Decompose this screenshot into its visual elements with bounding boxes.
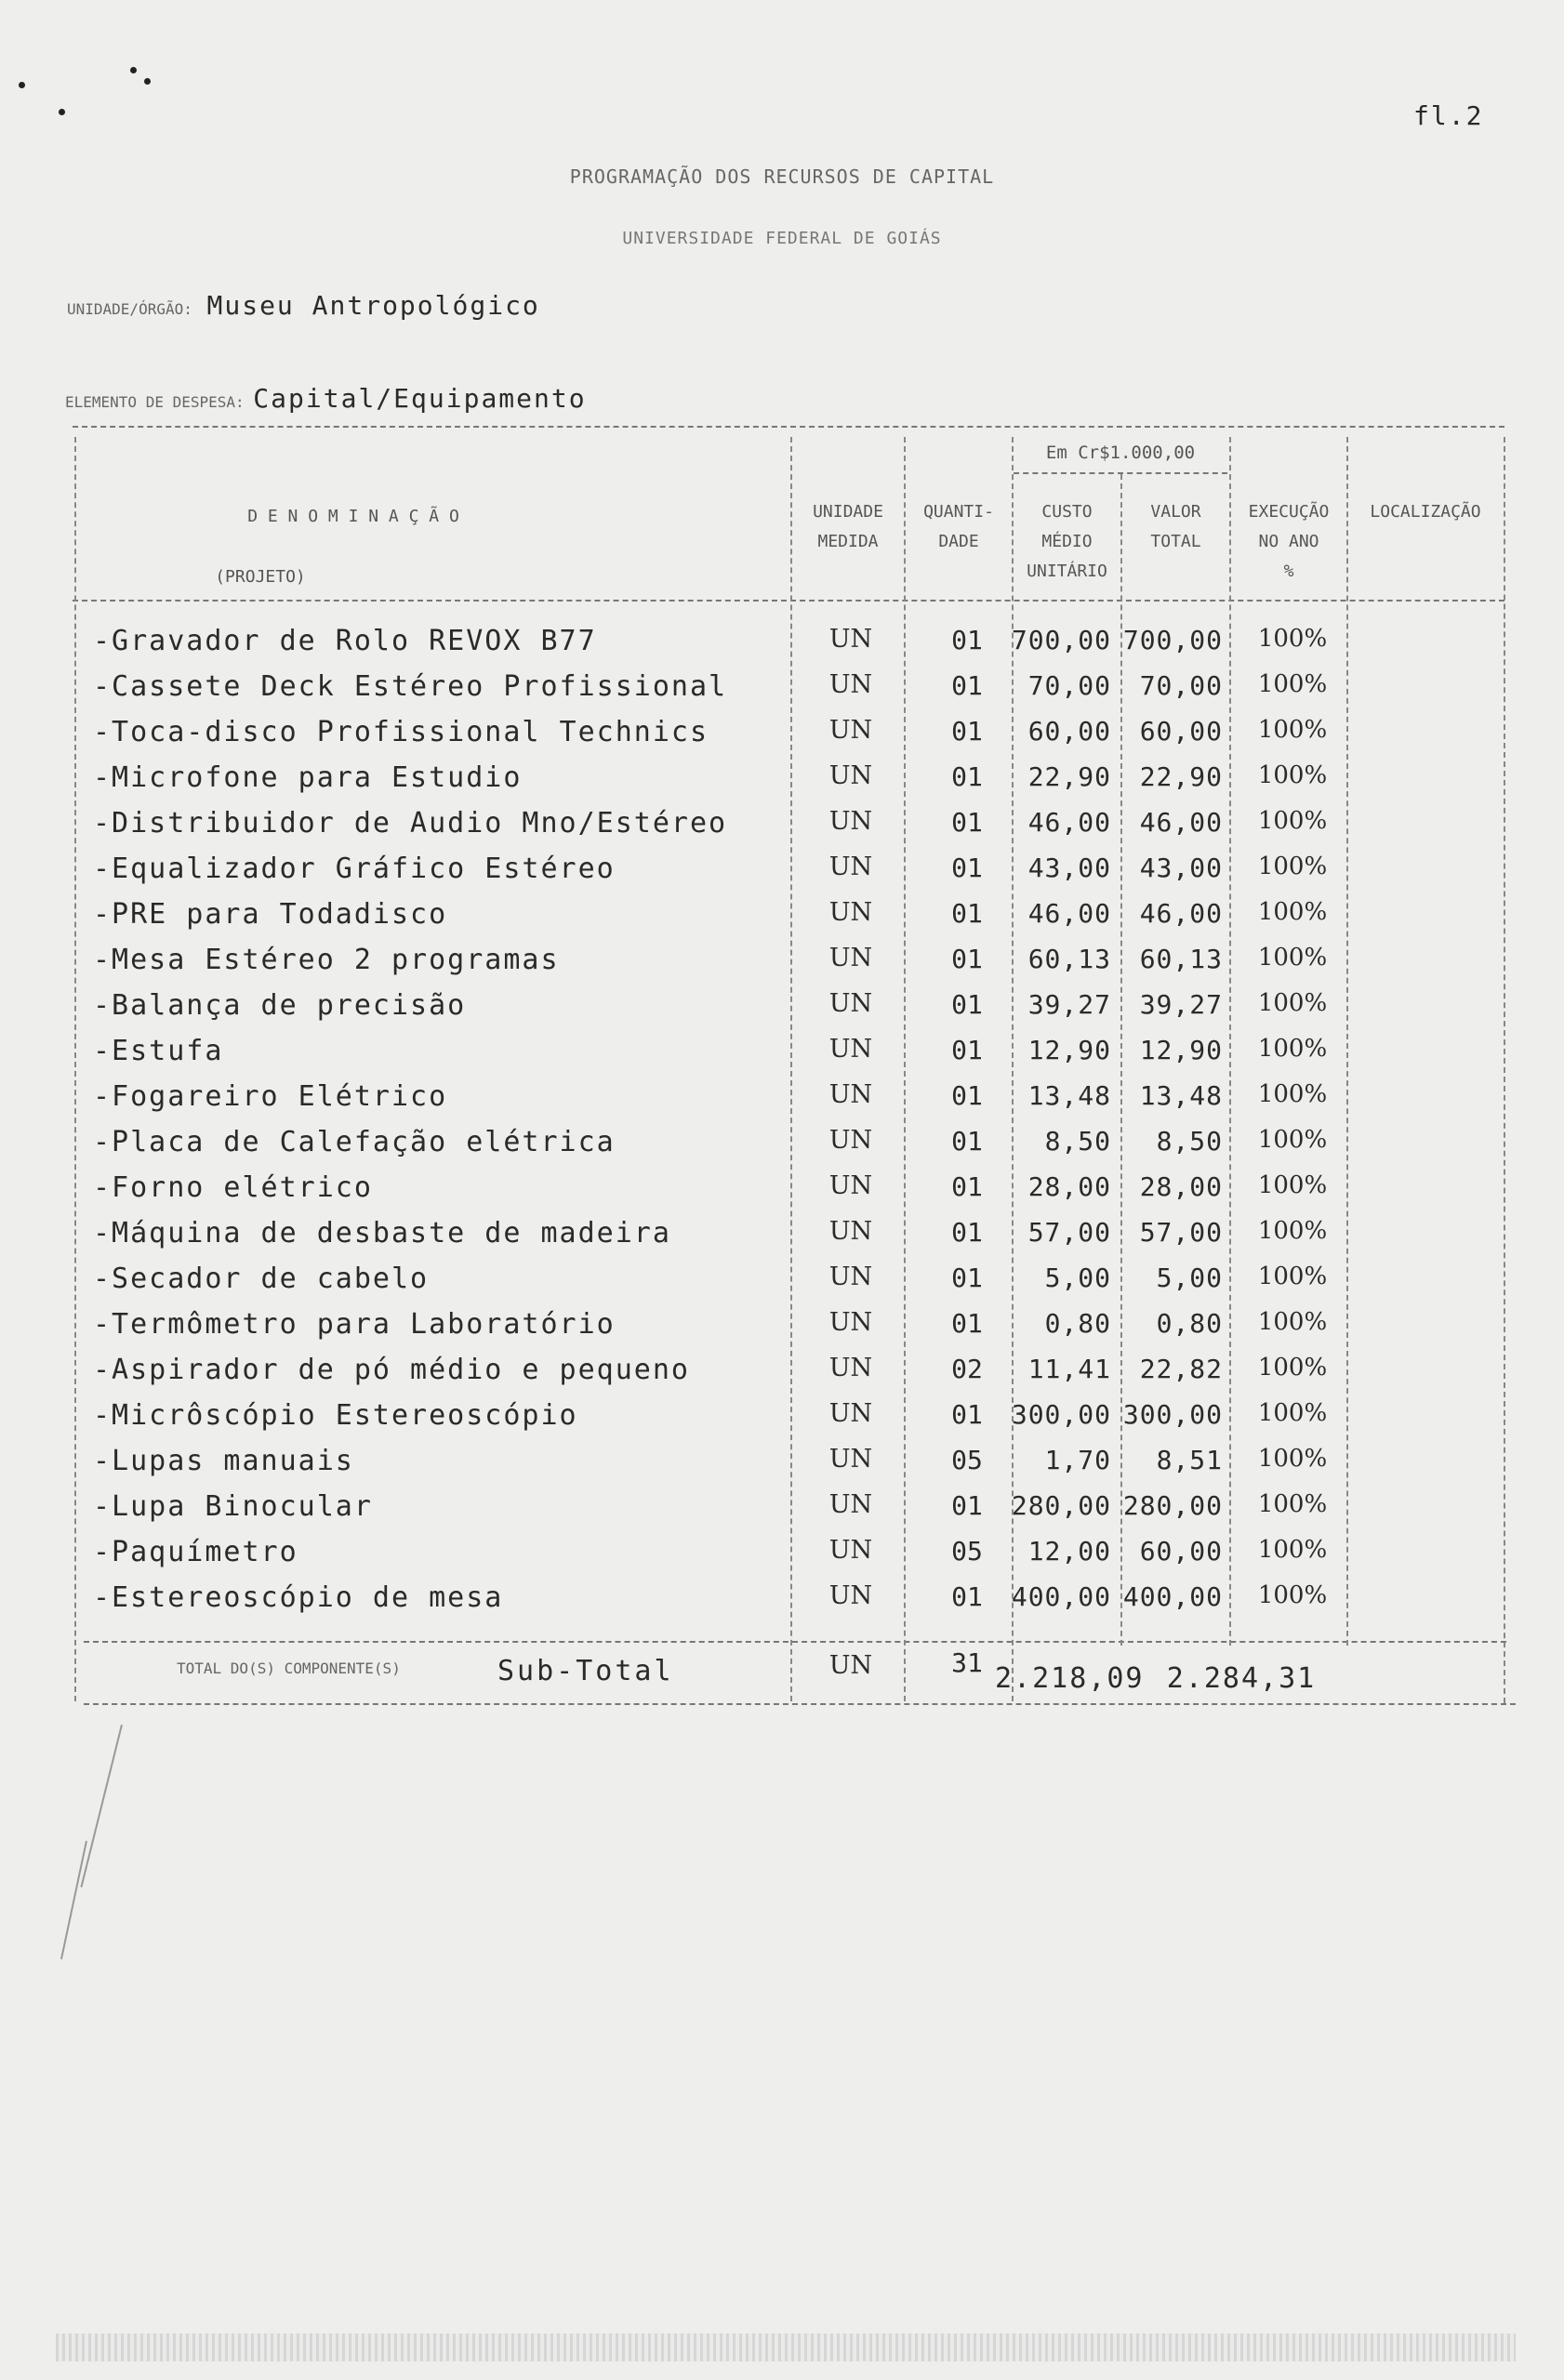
item-qty: 01	[951, 989, 983, 1020]
table-row	[93, 1483, 1348, 1528]
unit-label: UNIDADE/ÓRGÃO:	[67, 300, 192, 318]
item-unit-cost: 60,13	[1027, 944, 1111, 974]
unit-value: Museu Antropológico	[206, 290, 540, 321]
table-right-border	[1504, 437, 1505, 1703]
item-qty: 01	[951, 1308, 983, 1339]
item-execution: 100%	[1257, 625, 1328, 653]
item-qty: 01	[951, 716, 983, 747]
item-execution: 100%	[1257, 944, 1328, 972]
item-name: -Lupa Binocular	[93, 1490, 373, 1523]
total-value: 2.284,31	[1166, 1662, 1317, 1695]
item-name: -Aspirador de pó médio e pequeno	[93, 1354, 690, 1386]
item-qty: 01	[951, 944, 983, 974]
item-unit: UN	[828, 1263, 873, 1291]
table-row	[93, 1528, 1348, 1574]
item-name: -PRE para Todadisco	[93, 898, 448, 931]
item-execution: 100%	[1257, 1490, 1328, 1518]
header-bottom-border	[73, 600, 1504, 602]
item-qty: 05	[951, 1536, 983, 1567]
item-execution: 100%	[1257, 1581, 1328, 1609]
item-total: 60,13	[1139, 944, 1223, 974]
header-unit-line1: UNIDADE	[813, 502, 883, 522]
item-unit-cost: 5,00	[1044, 1263, 1111, 1293]
item-unit-cost: 28,00	[1027, 1171, 1111, 1202]
scan-speck	[19, 82, 25, 88]
item-qty: 01	[951, 853, 983, 883]
header-denomination: D E N O M I N A Ç Ã O	[247, 507, 459, 526]
item-name: -Microfone para Estudio	[93, 761, 523, 794]
document-title: PROGRAMAÇÃO DOS RECURSOS DE CAPITAL	[569, 165, 995, 188]
item-total: 13,48	[1139, 1080, 1223, 1111]
item-execution: 100%	[1257, 1171, 1328, 1199]
item-unit-cost: 57,00	[1027, 1217, 1111, 1248]
item-execution: 100%	[1257, 1354, 1328, 1382]
table-row	[93, 982, 1348, 1027]
item-unit-cost: 43,00	[1027, 853, 1111, 883]
item-qty: 01	[951, 670, 983, 701]
item-name: -Toca-disco Profissional Technics	[93, 716, 709, 748]
header-quantity-line2: DADE	[938, 532, 979, 551]
header-currency-group: Em Cr$1.000,00	[1045, 443, 1196, 463]
item-unit-cost: 12,00	[1027, 1536, 1111, 1567]
header-unit-line2: MEDIDA	[817, 532, 879, 551]
item-unit: UN	[828, 625, 873, 654]
table-row	[93, 845, 1348, 891]
item-unit-cost: 8,50	[1044, 1126, 1111, 1157]
item-unit: UN	[828, 1171, 873, 1200]
item-unit-cost: 400,00	[1011, 1581, 1111, 1612]
total-unit-cost: 2.218,09	[995, 1662, 1145, 1695]
header-project: (PROJETO)	[215, 567, 306, 587]
item-total: 8,51	[1156, 1445, 1223, 1475]
item-unit-cost: 300,00	[1011, 1399, 1111, 1430]
item-name: -Forno elétrico	[93, 1171, 373, 1204]
subtotal-label: Sub-Total	[497, 1655, 674, 1687]
table-row	[93, 617, 1348, 663]
item-total: 60,00	[1139, 716, 1223, 747]
item-execution: 100%	[1257, 1263, 1328, 1290]
total-components-label: TOTAL DO(S) COMPONENTE(S)	[177, 1659, 401, 1677]
item-qty: 02	[951, 1354, 983, 1384]
item-total: 43,00	[1139, 853, 1223, 883]
total-quantity: 31	[951, 1647, 983, 1678]
items-table	[93, 617, 1348, 1620]
item-name: -Placa de Calefação elétrica	[93, 1126, 616, 1158]
table-row	[93, 754, 1348, 800]
item-name: -Estufa	[93, 1035, 224, 1067]
item-total: 22,90	[1139, 761, 1223, 792]
item-name: -Máquina de desbaste de madeira	[93, 1217, 671, 1250]
item-total: 8,50	[1156, 1126, 1223, 1157]
item-unit: UN	[828, 898, 873, 927]
item-qty: 01	[951, 807, 983, 838]
table-row	[93, 1437, 1348, 1483]
item-unit: UN	[828, 761, 873, 790]
item-unit: UN	[828, 1581, 873, 1610]
item-qty: 01	[951, 1126, 983, 1157]
table-row	[93, 1574, 1348, 1620]
scan-speck	[59, 109, 65, 115]
item-name: -Balança de precisão	[93, 989, 467, 1022]
item-execution: 100%	[1257, 1080, 1328, 1108]
item-total: 60,00	[1139, 1536, 1223, 1567]
item-qty: 01	[951, 1399, 983, 1430]
item-execution: 100%	[1257, 807, 1328, 835]
item-total: 12,90	[1139, 1035, 1223, 1065]
header-unit-cost-line3: UNITÁRIO	[1027, 562, 1107, 581]
header-execution-line2: NO ANO	[1258, 532, 1319, 551]
item-execution: 100%	[1257, 898, 1328, 926]
item-qty: 01	[951, 1035, 983, 1065]
table-row	[93, 1346, 1348, 1392]
item-qty: 01	[951, 1080, 983, 1111]
table-row	[93, 1164, 1348, 1210]
item-name: -Mesa Estéreo 2 programas	[93, 944, 560, 976]
item-name: -Gravador de Rolo REVOX B77	[93, 625, 597, 657]
table-row	[93, 1027, 1348, 1073]
header-execution-line1: EXECUÇÃO	[1248, 502, 1330, 522]
item-total: 22,82	[1139, 1354, 1223, 1384]
item-unit-cost: 46,00	[1027, 807, 1111, 838]
item-unit-cost: 13,48	[1027, 1080, 1111, 1111]
item-unit-cost: 280,00	[1011, 1490, 1111, 1521]
item-unit-cost: 60,00	[1027, 716, 1111, 747]
header-total-value-line1: VALOR	[1150, 502, 1201, 522]
expense-element-label: ELEMENTO DE DESPESA:	[65, 393, 245, 411]
item-unit-cost: 70,00	[1027, 670, 1111, 701]
item-unit: UN	[828, 989, 873, 1018]
table-row	[93, 708, 1348, 754]
item-unit: UN	[828, 1080, 873, 1109]
item-total: 57,00	[1139, 1217, 1223, 1248]
header-unit-cost-line2: MÉDIO	[1041, 532, 1093, 551]
item-unit-cost: 11,41	[1027, 1354, 1111, 1384]
totals-top-border	[84, 1641, 1506, 1643]
item-execution: 100%	[1257, 1126, 1328, 1154]
item-total: 46,00	[1139, 898, 1223, 929]
item-execution: 100%	[1257, 1399, 1328, 1427]
item-unit: UN	[828, 1308, 873, 1337]
table-row	[93, 1210, 1348, 1255]
folio-number: fl.2	[1413, 100, 1484, 131]
item-execution: 100%	[1257, 989, 1328, 1017]
item-total: 5,00	[1156, 1263, 1223, 1293]
item-name: -Micrôscópio Estereoscópio	[93, 1399, 578, 1432]
scan-scratch	[60, 1841, 87, 1960]
item-execution: 100%	[1257, 853, 1328, 880]
item-unit-cost: 22,90	[1027, 761, 1111, 792]
table-row	[93, 891, 1348, 936]
item-unit: UN	[828, 1126, 873, 1155]
item-name: -Termômetro para Laboratório	[93, 1308, 616, 1341]
table-row	[93, 1073, 1348, 1118]
item-unit: UN	[828, 1354, 873, 1382]
header-execution	[1231, 497, 1346, 587]
item-name: -Cassete Deck Estéreo Profissional	[93, 670, 728, 703]
table-left-border	[74, 437, 76, 1701]
scan-speck	[130, 67, 137, 73]
item-unit: UN	[828, 1035, 873, 1064]
table-row	[93, 1118, 1348, 1164]
unit-field	[67, 290, 540, 321]
header-unit-cost	[1014, 497, 1120, 587]
header-unit-cost-line1: CUSTO	[1041, 502, 1093, 522]
item-unit: UN	[828, 853, 873, 881]
expense-element-field	[65, 383, 587, 414]
item-execution: 100%	[1257, 1308, 1328, 1336]
header-quantity-line1: QUANTI-	[923, 502, 994, 522]
item-total: 280,00	[1122, 1490, 1223, 1521]
item-unit: UN	[828, 1445, 873, 1474]
item-unit: UN	[828, 1490, 873, 1519]
item-execution: 100%	[1257, 1536, 1328, 1564]
header-total-value-line2: TOTAL	[1150, 532, 1201, 551]
item-qty: 01	[951, 1217, 983, 1248]
item-total: 0,80	[1156, 1308, 1223, 1339]
item-total: 39,27	[1139, 989, 1223, 1020]
table-row	[93, 1392, 1348, 1437]
item-name: -Estereoscópio de mesa	[93, 1581, 504, 1614]
item-total: 400,00	[1122, 1581, 1223, 1612]
item-qty: 01	[951, 761, 983, 792]
item-unit: UN	[828, 944, 873, 972]
item-unit-cost: 700,00	[1011, 625, 1111, 655]
header-execution-line3: %	[1283, 562, 1294, 581]
item-qty: 01	[951, 1490, 983, 1521]
item-name: -Fogareiro Elétrico	[93, 1080, 448, 1113]
item-unit-cost: 12,90	[1027, 1035, 1111, 1065]
table-row	[93, 1301, 1348, 1346]
scan-speck	[144, 78, 151, 85]
header-location: LOCALIZAÇÃO	[1370, 502, 1481, 522]
item-total: 28,00	[1139, 1171, 1223, 1202]
table-row	[93, 936, 1348, 982]
item-total: 700,00	[1122, 625, 1223, 655]
total-unit: UN	[828, 1651, 873, 1680]
header-quantity	[906, 497, 1012, 557]
item-unit-cost: 0,80	[1044, 1308, 1111, 1339]
item-execution: 100%	[1257, 1035, 1328, 1063]
table-row	[93, 1255, 1348, 1301]
item-name: -Lupas manuais	[93, 1445, 354, 1477]
scan-scratch	[80, 1725, 122, 1887]
item-qty: 01	[951, 1171, 983, 1202]
item-name: -Paquímetro	[93, 1536, 298, 1568]
header-unit	[792, 497, 904, 557]
item-unit-cost: 46,00	[1027, 898, 1111, 929]
item-execution: 100%	[1257, 1445, 1328, 1473]
item-unit-cost: 39,27	[1027, 989, 1111, 1020]
item-name: -Equalizador Gráfico Estéreo	[93, 853, 616, 885]
item-execution: 100%	[1257, 716, 1328, 744]
header-total-value	[1122, 497, 1229, 557]
item-execution: 100%	[1257, 1217, 1328, 1245]
table-top-border	[73, 426, 1504, 428]
table-row	[93, 800, 1348, 845]
expense-element-value: Capital/Equipamento	[253, 383, 587, 414]
item-unit: UN	[828, 716, 873, 745]
item-name: -Secador de cabelo	[93, 1263, 430, 1295]
item-total: 70,00	[1139, 670, 1223, 701]
table-row	[93, 663, 1348, 708]
item-qty: 01	[951, 1581, 983, 1612]
item-unit: UN	[828, 807, 873, 836]
item-qty: 05	[951, 1445, 983, 1475]
item-qty: 01	[951, 1263, 983, 1293]
scan-edge-artifact	[56, 2334, 1516, 2361]
item-total: 300,00	[1122, 1399, 1223, 1430]
table-bottom-border	[84, 1703, 1516, 1705]
item-name: -Distribuidor de Audio Mno/Estéreo	[93, 807, 728, 840]
item-unit-cost: 1,70	[1044, 1445, 1111, 1475]
item-total: 46,00	[1139, 807, 1223, 838]
item-unit: UN	[828, 1399, 873, 1428]
item-unit: UN	[828, 670, 873, 699]
item-execution: 100%	[1257, 761, 1328, 789]
item-qty: 01	[951, 625, 983, 655]
item-execution: 100%	[1257, 670, 1328, 698]
institution-name: UNIVERSIDADE FEDERAL DE GOIÁS	[622, 229, 942, 248]
item-qty: 01	[951, 898, 983, 929]
item-unit: UN	[828, 1217, 873, 1246]
item-unit: UN	[828, 1536, 873, 1565]
